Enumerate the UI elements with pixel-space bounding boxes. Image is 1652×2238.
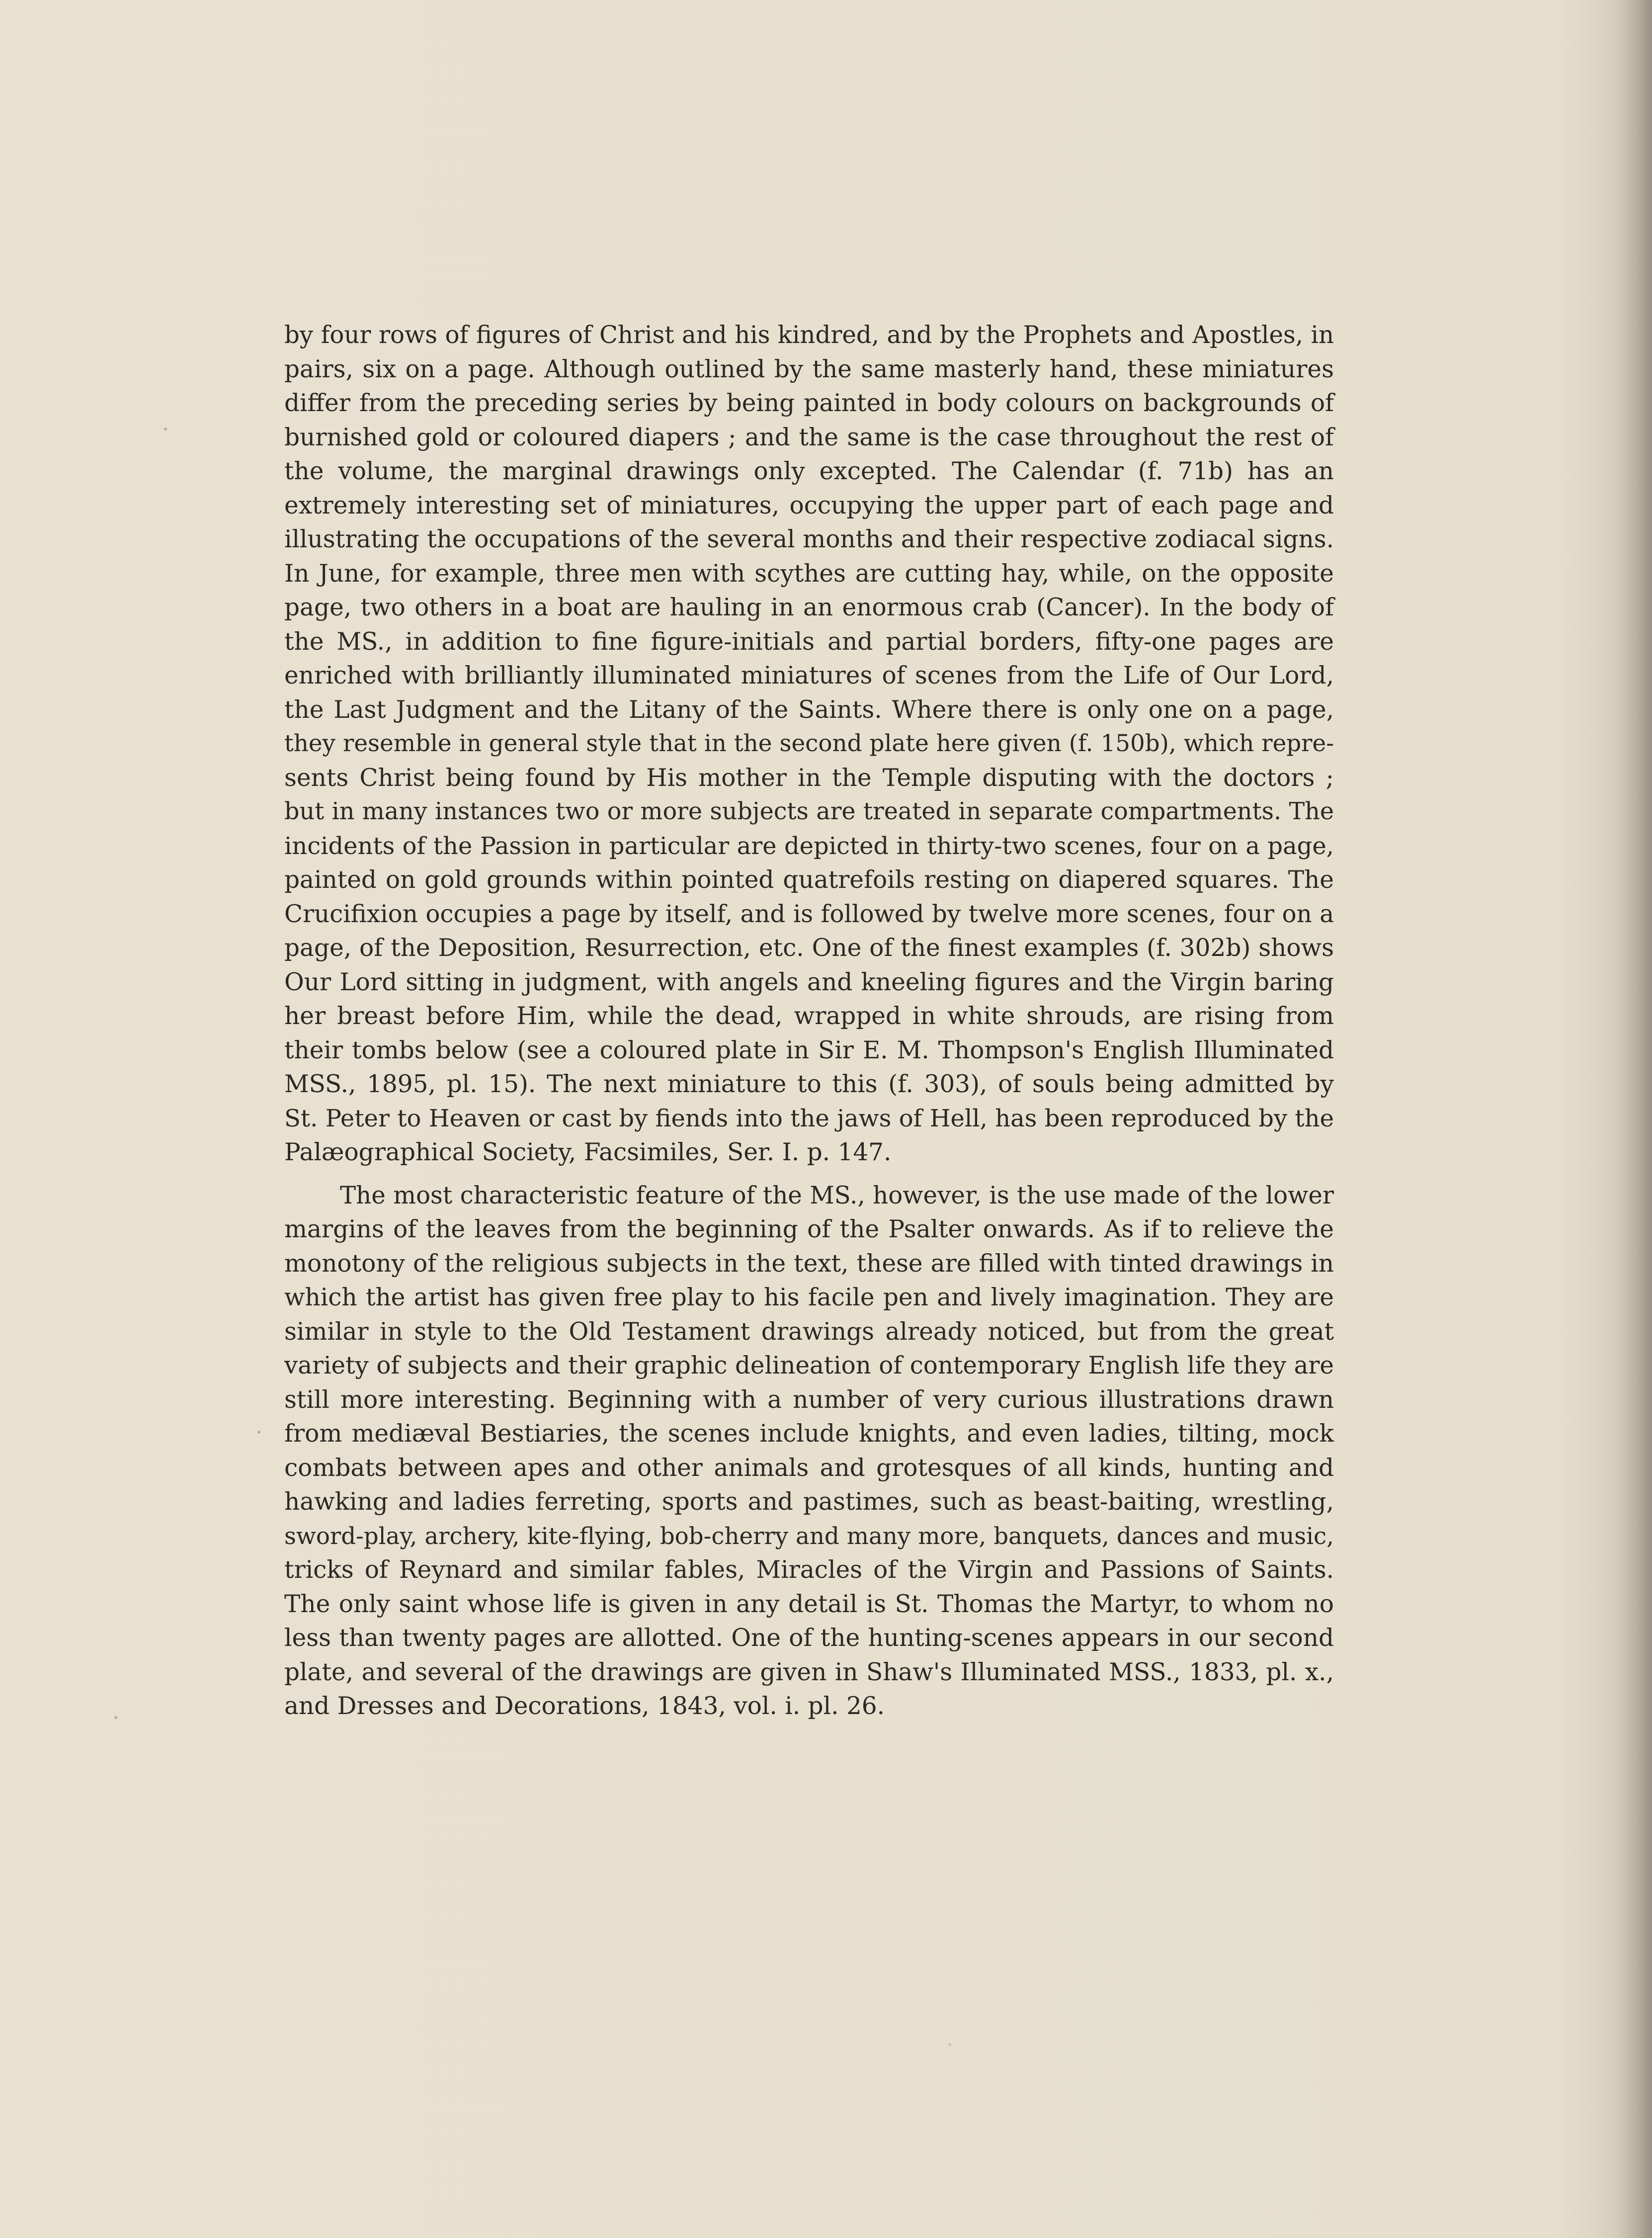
text-line: differ from the preceding series by being painted in body colours on backgrounds of bbox=[284, 389, 1334, 417]
text-line: and Dresses and Decorations, 1843, vol. i. pl. 26. bbox=[284, 1692, 885, 1720]
paper-speck bbox=[257, 1431, 260, 1434]
text-line: page, two others in a boat are hauling in an enormous crab (Cancer). In the body of bbox=[284, 594, 1334, 621]
text-line: tricks of Reynard and similar fables, Miracles of the Virgin and Passions of Saints. bbox=[284, 1556, 1334, 1584]
text-line: which the artist has given free play to his facile pen and lively imagination. They are bbox=[284, 1284, 1334, 1311]
paper-speck bbox=[164, 428, 167, 430]
text-line: St. Peter to Heaven or cast by fiends into the jaws of Hell, has been reproduced by the bbox=[284, 1104, 1334, 1132]
text-line: the MS., in addition to fine figure-initials and partial borders, fifty-one pages are bbox=[284, 627, 1334, 656]
text-line: their tombs below (see a coloured plate in Sir E. M. Thompson's English Illuminated bbox=[284, 1036, 1334, 1064]
text-line: the Last Judgment and the Litany of the Saints. Where there is only one on a page, bbox=[284, 695, 1334, 724]
text-line: monotony of the religious subjects in the text, these are filled with tinted drawings in bbox=[284, 1249, 1334, 1278]
text-line: The only saint whose life is given in any detail is St. Thomas the Martyr, to whom no bbox=[284, 1590, 1334, 1618]
text-line: Palæographical Society, Facsimiles, Ser. I. p. 147. bbox=[284, 1138, 892, 1166]
paper-speck bbox=[114, 1716, 117, 1719]
text-line: her breast before Him, while the dead, wrapped in white shrouds, are rising from bbox=[284, 1002, 1334, 1030]
text-line: margins of the leaves from the beginning of the Psalter onwards. As if to relieve the bbox=[284, 1215, 1334, 1243]
text-line: they resemble in general style that in the second plate here given (f. 150b), which repre- bbox=[284, 730, 1334, 757]
text-line: similar in style to the Old Testament drawings already noticed, but from the great bbox=[284, 1317, 1334, 1346]
text-line: The most characteristic feature of the MS., however, is the use made of the lower bbox=[340, 1181, 1334, 1209]
text-line: Our Lord sitting in judgment, with angels and kneeling figures and the Virgin baring bbox=[284, 968, 1334, 996]
paragraph-2 bbox=[284, 1179, 1334, 1723]
paragraph-1 bbox=[284, 318, 1334, 1170]
text-line: painted on gold grounds within pointed quatrefoils resting on diapered squares. The bbox=[284, 866, 1334, 894]
text-line: In June, for example, three men with scythes are cutting hay, while, on the opposite bbox=[284, 559, 1334, 588]
text-line: from mediæval Bestiaries, the scenes include knights, and even ladies, tilting, mock bbox=[284, 1420, 1334, 1448]
text-line: pairs, six on a page. Although outlined by the same masterly hand, these miniatures bbox=[284, 355, 1334, 383]
text-line: sents Christ being found by His mother in the Temple disputing with the doctors ; bbox=[284, 764, 1334, 792]
text-line: but in many instances two or more subjects are treated in separate compartments. The bbox=[284, 798, 1334, 825]
body-text bbox=[284, 318, 1334, 1723]
paper-speck bbox=[948, 2043, 951, 2046]
text-line: burnished gold or coloured diapers ; and the same is the case throughout the rest of bbox=[284, 423, 1334, 451]
text-line: less than twenty pages are allotted. One of the hunting-scenes appears in our second bbox=[284, 1624, 1334, 1652]
text-line: enriched with brilliantly illuminated miniatures of scenes from the Life of Our Lord, bbox=[284, 662, 1334, 689]
text-line: by four rows of figures of Christ and his kindred, and by the Prophets and Apostles, in bbox=[284, 321, 1334, 349]
text-line: extremely interesting set of miniatures, occupying the upper part of each page and bbox=[284, 491, 1334, 519]
text-line: page, of the Deposition, Resurrection, etc. One of the finest examples (f. 302b) shows bbox=[284, 934, 1334, 962]
text-line: illustrating the occupations of the several months and their respective zodiacal signs. bbox=[284, 525, 1334, 553]
text-line: still more interesting. Beginning with a number of very curious illustrations drawn bbox=[284, 1385, 1334, 1414]
text-line: hawking and ladies ferreting, sports and pastimes, such as beast-baiting, wrestling, bbox=[284, 1488, 1334, 1516]
text-line: Crucifixion occupies a page by itself, and is followed by twelve more scenes, four on a bbox=[284, 900, 1334, 928]
text-line: incidents of the Passion in particular are depicted in thirty-two scenes, four on a page, bbox=[284, 832, 1334, 860]
text-line: variety of subjects and their graphic delineation of contemporary English life they are bbox=[284, 1352, 1334, 1379]
text-line: plate, and several of the drawings are given in Shaw's Illuminated MSS., 1833, pl. x., bbox=[284, 1658, 1334, 1686]
paper-edge-shadow bbox=[1617, 0, 1652, 2238]
text-line: combats between apes and other animals and grotesques of all kinds, hunting and bbox=[284, 1454, 1334, 1482]
text-line: sword-play, archery, kite-flying, bob-cherry and many more, banquets, dances and music, bbox=[284, 1522, 1334, 1549]
text-line: the volume, the marginal drawings only excepted. The Calendar (f. 71b) has an bbox=[284, 457, 1334, 485]
text-line: MSS., 1895, pl. 15). The next miniature to this (f. 303), of souls being admitted by bbox=[284, 1070, 1334, 1098]
